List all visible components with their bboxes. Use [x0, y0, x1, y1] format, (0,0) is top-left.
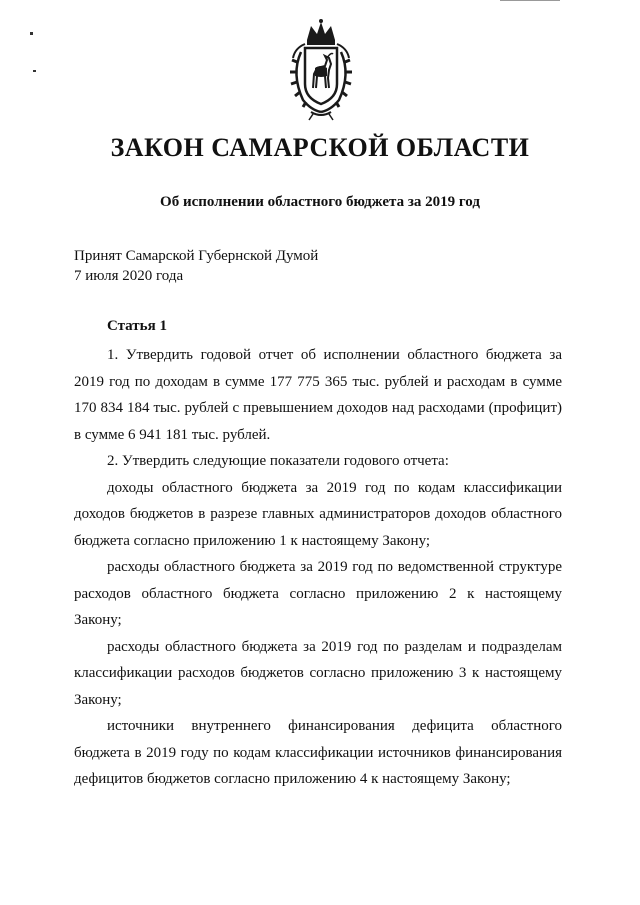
scan-mark — [30, 32, 33, 35]
paragraph: 2. Утвердить следующие показатели годового отчета: — [107, 453, 449, 469]
paragraph: расходы областного бюджета за 2019 год по ведомственной структуре расходов областного бюджета согласно приложению 2 к настоящему Закону; — [74, 559, 562, 628]
article-body — [74, 342, 562, 793]
paragraph: доходы областного бюджета за 2019 год по кодам классификации доходов бюджетов в разрезе главных администраторов доходов областного бюджета согласно приложению 1 к настоящему Закону; — [74, 479, 562, 549]
adoption-date: 7 июля 2020 года — [74, 268, 184, 284]
adoption-body: Принят Самарской Губернской Думой — [74, 248, 319, 264]
law-title: ЗАКОН САМАРСКОЙ ОБЛАСТИ — [110, 133, 530, 162]
paragraph: 1. Утвердить годовой отчет об исполнении областного бюджета за 2019 год по доходам в сумме 177 775 365 тыс. рублей и расходам в сумме 170 834 184 тыс. рублей с превышением доходов над расходами (профицит) в сумме 6 941 181 тыс. рублей. — [74, 347, 562, 443]
scan-mark — [500, 0, 560, 1]
scan-mark — [33, 70, 36, 72]
article-title: Статья 1 — [107, 318, 167, 334]
paragraph: источники внутреннего финансирования дефицита областного бюджета в 2019 году по кодам классификации источников финансирования дефицитов бюджетов согласно приложению 4 к настоящему Закону; — [74, 718, 562, 787]
adoption-note — [74, 246, 318, 286]
samara-coat-of-arms-icon — [281, 18, 361, 122]
law-subtitle: Об исполнении областного бюджета за 2019 год — [160, 194, 480, 210]
paragraph: расходы областного бюджета за 2019 год по разделам и подразделам классификации расходов бюджетов согласно приложению 3 к настоящему Закону; — [74, 638, 562, 708]
